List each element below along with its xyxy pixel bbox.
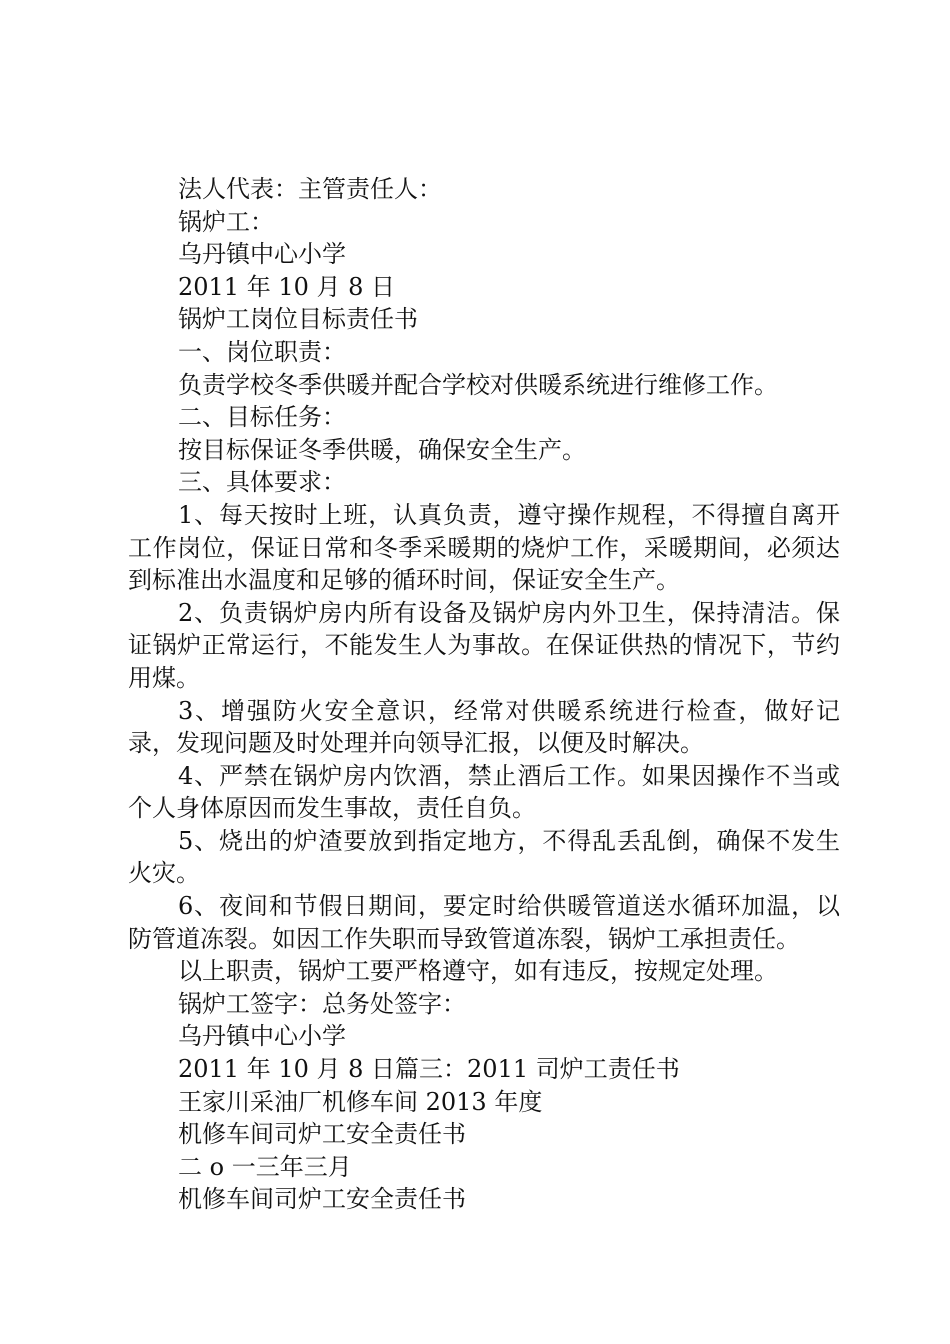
document-page [128, 173, 840, 1216]
requirement-paragraph-3: 3、增强防火安全意识，经常对供暖系统进行检查，做好记录，发现问题及时处理并向领导汇报，以便及时解决。 [128, 696, 840, 758]
duties-text: 负责学校冬季供暖并配合学校对供暖系统进行维修工作。 [178, 370, 778, 399]
section-heading-duties: 一、岗位职责： [178, 337, 346, 366]
date-line: 2011 年 10 月 8 日 [178, 272, 396, 301]
signature-line-footer: 锅炉工签字：总务处签字： [178, 989, 466, 1018]
requirement-paragraph-1: 1、每天按时上班，认真负责，遵守操作规程，不得擅自离开工作岗位，保证日常和冬季采暖期的烧炉工作，采暖期间，必须达到标准出水温度和足够的循环时间，保证安全生产。 [128, 500, 840, 595]
requirement-paragraph-5: 5、烧出的炉渣要放到指定地方，不得乱丢乱倒，确保不发生火灾。 [128, 826, 840, 888]
requirement-paragraph-4: 4、严禁在锅炉房内饮酒，禁止酒后工作。如果因操作不当或个人身体原因而发生事故，责任自负。 [128, 761, 840, 823]
next-doc-heading: 机修车间司炉工安全责任书 [178, 1185, 466, 1214]
section-heading-requirements: 三、具体要求： [178, 468, 346, 497]
next-doc-date: 二 o 一三年三月 [178, 1152, 352, 1181]
next-doc-title: 机修车间司炉工安全责任书 [178, 1120, 466, 1149]
school-name-footer: 乌丹镇中心小学 [178, 1022, 346, 1051]
next-doc-org: 王家川采油厂机修车间 2013 年度 [178, 1087, 543, 1116]
school-name: 乌丹镇中心小学 [178, 240, 346, 269]
date-line-footer: 2011 年 10 月 8 日篇三：2011 司炉工责任书 [178, 1055, 680, 1084]
signature-line-boiler-worker: 锅炉工： [178, 207, 274, 236]
requirement-paragraph-6: 6、夜间和节假日期间，要定时给供暖管道送水循环加温，以防管道冻裂。如因工作失职而导致管道冻裂，锅炉工承担责任。 [128, 892, 840, 953]
signature-line-legal-rep: 法人代表：主管责任人： [178, 175, 442, 203]
requirement-paragraph-2: 2、负责锅炉房内所有设备及锅炉房内外卫生，保持清洁。保证锅炉正常运行，不能发生人为事故。在保证供热的情况下，节约用煤。 [128, 598, 840, 692]
closing-statement: 以上职责，锅炉工要严格遵守，如有违反，按规定处理。 [178, 957, 778, 986]
document-title: 锅炉工岗位目标责任书 [178, 305, 418, 334]
goals-text: 按目标保证冬季供暖，确保安全生产。 [178, 435, 586, 464]
section-heading-goals: 二、目标任务： [178, 403, 346, 432]
